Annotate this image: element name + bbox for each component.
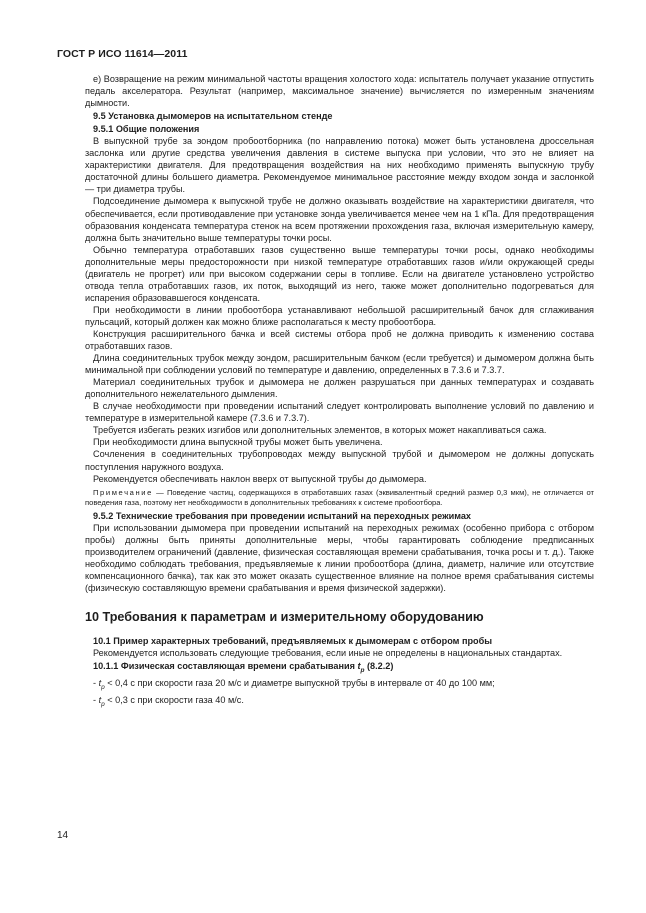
symbol-subscript: p — [101, 683, 105, 691]
section-heading: 10.1 Пример характерных требований, предъявляемых к дымомерам с отбором пробы — [93, 635, 493, 646]
symbol: t — [98, 677, 102, 688]
paragraph: Конструкция расширительного бачка и всей системы отбора проб не должна приводить к изменению состава отработавших газов. — [85, 328, 594, 352]
paragraph: Длина соединительных трубок между зондом, расширительным бачком (если требуется) и дымомером должна быть минимальной при соблюдении условий по температуре и давлению, определенных в 7.3.6 и 7.3.7. — [85, 353, 594, 376]
paragraph: Подсоединение дымомера к выпускной трубе не должно оказывать воздействие на характеристики двигателя, что обеспечивается, если противодавление при установке зонда увеличивается менее чем на 1 кПа. Для предотвращения образования конденсата температура стенок на всем протяжении прохождения газа, включая измерительную камеру, должна быть значительно выше температуры точки росы. — [85, 196, 594, 243]
section-heading: 9.5 Установка дымомеров на испытательном стенде — [93, 111, 333, 122]
symbol-subscript: p — [360, 666, 365, 674]
paragraph: Обычно температура отработавших газов существенно выше температуры точки росы, однако необходимы дополнительные меры предосторожности при низкой температуре отработавших газов и/или окружающей среды (двигатель не прогрет) или при высоком содержании серы в топливе. Если на двигателе установлено устройство отвода тепла отработавших газов, их поток, выходящий из него, также может дополнительно подогреваться для испарения образовавшегося конденсата. — [85, 244, 594, 303]
paragraph: В случае необходимости при проведении испытаний следует контролировать выполнение условий по давлению и температуре в измерительной камере (7.3.6 и 7.3.7). — [85, 401, 594, 424]
paragraph: e) Возвращение на режим минимальной частоты вращения холостого хода: испытатель получает указание отпустить педаль акселератора. Результат (например, максимальное значение) вычисляется по измеренным значениям дымности. — [85, 74, 594, 109]
paragraph: При необходимости в линии пробоотбора устанавливают небольшой расширительный бачок для сглаживания пульсаций, который должен как можно ближе располагаться к месту пробоотбора. — [85, 304, 594, 327]
list-dash: - — [93, 677, 99, 688]
paragraph: Сочленения в соединительных трубопроводах между выпускной трубой и дымомером не должны допускать поступления наружного воздуха. — [85, 449, 594, 472]
chapter-heading: 10 Требования к параметрам и измерительному оборудованию — [85, 609, 484, 624]
section-heading: 9.5.2 Технические требования при проведении испытаний на переходных режимах — [93, 510, 471, 521]
paragraph: При использовании дымомера при проведении испытаний на переходных режимах (особенно прибора с отбором пробы) должны быть приняты дополнительные меры, чтобы гарантировать соблюдение предписанных производителем ограничений (давление, физическая составляющая времени срабатывания, точка росы и т. д.). Также необходимо соблюдать требования, предъявляемые к линии пробоотбора (длина, диаметр, наличие или отсутствие компенсационного бачка), так как это может оказать существенное влияние на полное время срабатывания системы (физическую составляющую времени срабатывания и время физической задержки). — [85, 522, 594, 593]
item-text: (8.2.2) — [364, 661, 394, 672]
note-text: — Поведение частиц, содержащихся в отработавших газах (эквивалентный средний размер 0,3 мкм), не отличается от поведения газа, поэтому нет необходимости в дополнительных требованиях к системе пробоотбора. — [85, 487, 594, 508]
section-heading: 9.5.1 Общие положения — [93, 124, 200, 135]
paragraph: При необходимости длина выпускной трубы может быть увеличена. — [93, 437, 383, 448]
paragraph: Рекомендуется обеспечивать наклон вверх от выпускной трубы до дымомера. — [93, 473, 427, 484]
running-header: ГОСТ Р ИСО 11614—2011 — [57, 48, 188, 60]
list-item — [85, 677, 594, 694]
paragraph: Требуется избегать резких изгибов или дополнительных элементов, в которых может накапливаться сажа. — [93, 425, 547, 436]
item-text: < 0,3 с при скорости газа 40 м/с. — [104, 694, 244, 705]
paragraph: В выпускной трубе за зондом пробоотборника (по направлению потока) может быть установлена дроссельная заслонка или другие средства увеличения давления в системе выпуска при условии, что это не влияет на характеристики двигателя. Для предотвращения воздействия на них необходимо применять выпускную трубу достаточной длины большего диаметра. Рекомендуемое минимальное расстояние между входом зонда и заслонкой — три диаметра трубы. — [85, 136, 594, 195]
symbol-subscript: p — [101, 700, 105, 708]
heading-text: 10.1.1 Физическая составляющая времени срабатывания — [93, 661, 358, 672]
note-label: Примечание — [93, 487, 153, 497]
page-number: 14 — [57, 830, 69, 841]
document-body — [85, 73, 594, 711]
symbol: t — [357, 661, 361, 672]
paragraph: Материал соединительных трубок и дымомера не должен разрушаться при данных температурах и создавать дополнительного нежелательного дымления. — [85, 377, 594, 400]
subsection-heading — [85, 660, 594, 677]
symbol: t — [98, 694, 102, 705]
list-item — [85, 694, 594, 711]
list-dash: - — [93, 694, 99, 705]
note-paragraph — [85, 488, 594, 509]
item-text: < 0,4 с при скорости газа 20 м/с и диаметре выпускной трубы в интервале от 40 до 100 мм; — [104, 677, 495, 688]
paragraph: Рекомендуется использовать следующие требования, если иные не определены в национальных стандартах. — [93, 647, 563, 658]
